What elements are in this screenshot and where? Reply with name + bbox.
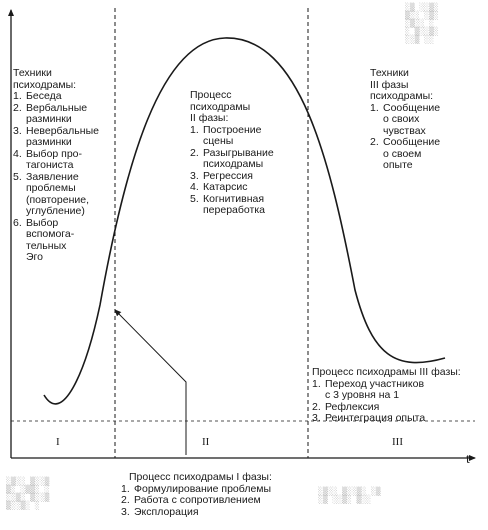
phase1-pointer-arrow <box>115 310 186 455</box>
list-item: 3. Эксплорация <box>121 505 199 518</box>
list-item: 3. Регрессия <box>190 169 253 182</box>
list-item: 6. Выбор вспомога- тельных Эго <box>13 216 75 263</box>
phase3-techniques-list <box>370 103 470 172</box>
scan-bleed-bottom-left: ░▒░░ ▒░░▒ ▒░ ░▒▒░ ░ ░░▒░ ▒░░▒ ▒░░▒░ ░ <box>6 477 50 510</box>
list-item: 3. Невербальные разминки <box>13 124 99 148</box>
list-item: 2. Разыгрывание психодрамы <box>190 146 274 170</box>
phase1-process-block <box>121 472 311 518</box>
list-item: 5. Когнитивная переработка <box>190 192 265 216</box>
list-item: 1. Сообщение о своих чувствах <box>370 101 441 137</box>
scan-bleed-bottom-right: ░▒░░ ▒░░▒░ ░▒ ░▒ ░░▒░ ▒░░ <box>318 487 381 504</box>
list-item: 1. Формулирование проблемы <box>121 482 272 495</box>
phase2-process-title: Процесс психодрамы II фазы: <box>190 89 251 124</box>
list-item: 1. Переход участников с 3 уровня на 1 <box>312 377 425 401</box>
time-axis-label: t <box>466 452 470 467</box>
list-item: 2. Работа с сопротивлением <box>121 494 261 506</box>
phase3-process-title: Процесс психодрамы III фазы: <box>312 366 461 378</box>
phase2-process-list <box>190 125 305 217</box>
phase1-techniques-block <box>13 68 113 264</box>
phase3-techniques-title: Техники III фазы психодрамы: <box>370 67 434 102</box>
list-item: 3. Реинтеграция опыта <box>312 412 426 424</box>
list-item: 2. Сообщение о своем опыте <box>370 136 441 171</box>
phase3-process-block <box>312 367 488 425</box>
phase1-techniques-title: Техники психодрамы: <box>13 67 77 91</box>
phase-label-1: I <box>56 436 60 448</box>
phase2-process-block <box>190 90 305 217</box>
phase-label-3: III <box>392 436 403 448</box>
scan-bleed-top-right: ░▒ ░░▒░ ▒░░ ░▒░ ░▒░░ ░ ░ ▒░░▒░ ░░▒ ░░ <box>405 3 439 44</box>
phase-label-2: II <box>202 436 210 448</box>
list-item: 5. Заявление проблемы (повторение, углубление) <box>13 170 89 217</box>
phase1-process-list <box>121 484 311 519</box>
list-item: 2. Вербальные разминки <box>13 101 88 125</box>
list-item: 2. Рефлексия <box>312 400 380 413</box>
phase1-process-title: Процесс психодрамы I фазы: <box>129 471 272 483</box>
phase1-techniques-list <box>13 91 113 264</box>
list-item: 1. Построение сцены <box>190 123 262 147</box>
phase3-techniques-block <box>370 68 470 172</box>
list-item: 4. Выбор про- тагониста <box>13 147 83 171</box>
list-item: 1. Беседа <box>13 90 62 102</box>
list-item: 4. Катарсис <box>190 181 248 193</box>
phase3-process-list <box>312 379 488 425</box>
